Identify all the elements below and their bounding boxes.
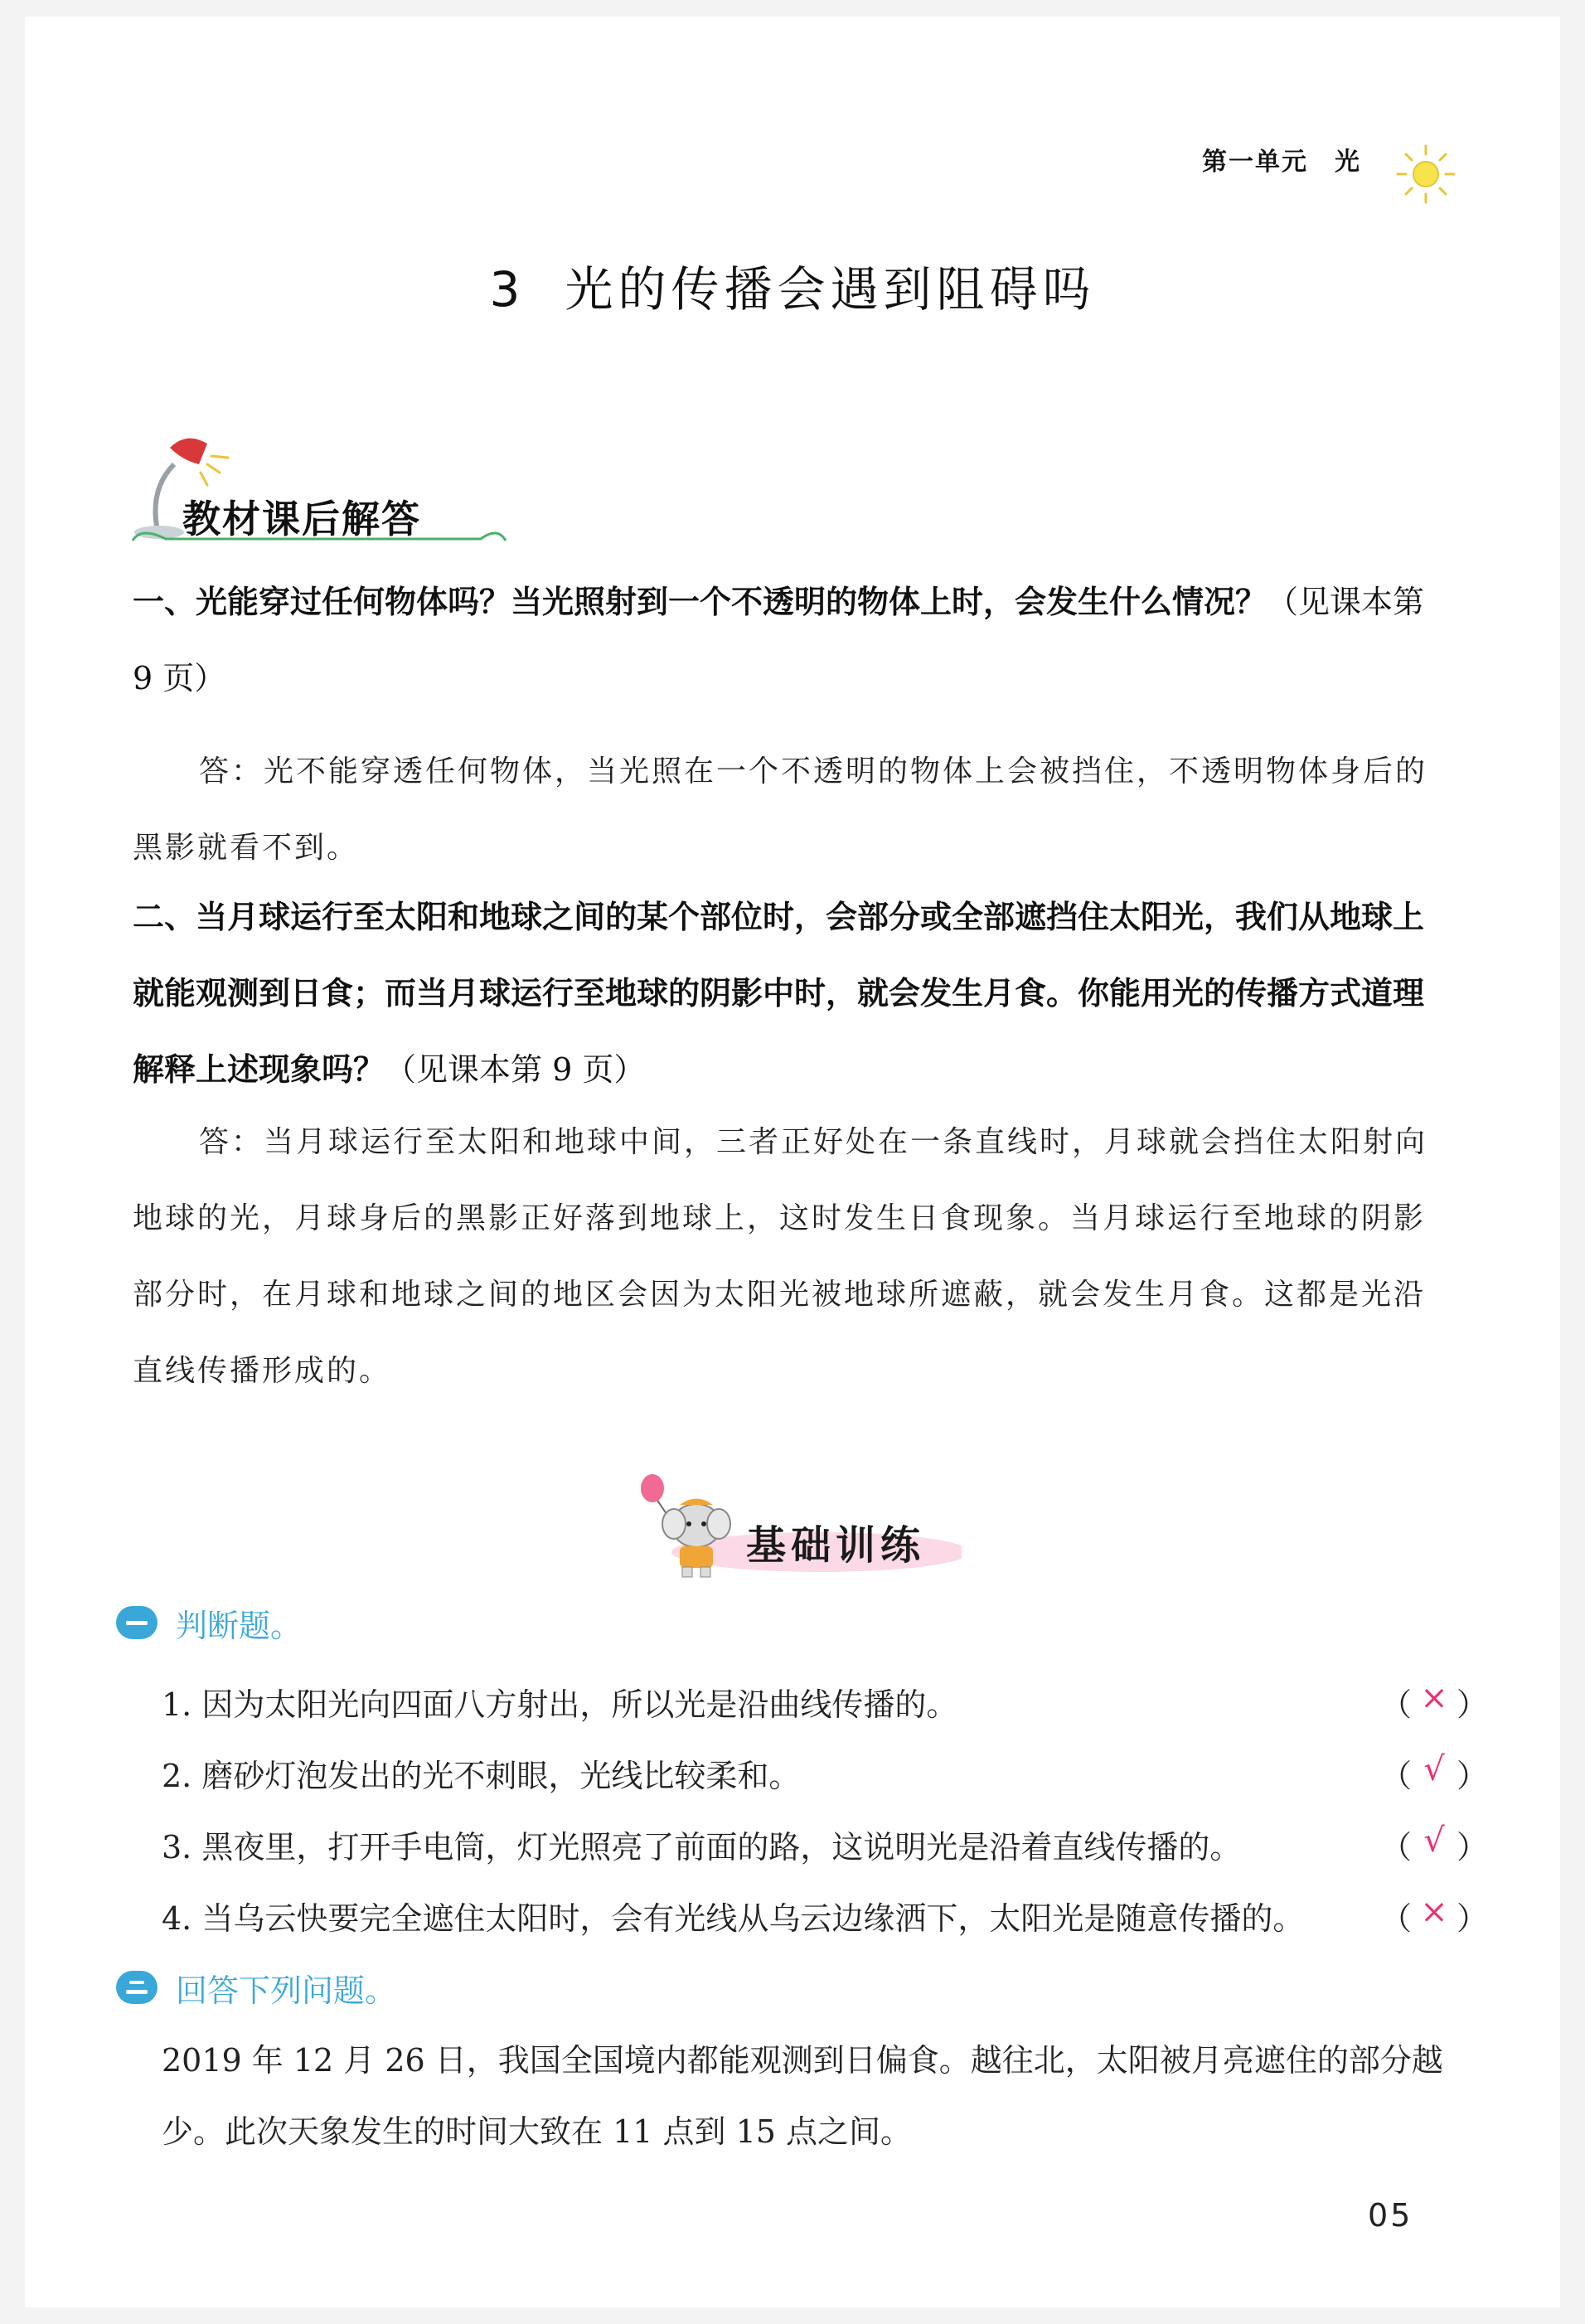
tf-item-4-mark: × [1420,1892,1448,1931]
lesson-number: 3 [489,261,526,318]
tf-item-1-mark: × [1420,1678,1448,1717]
part-1-badge [116,1606,158,1639]
tf-item-3-mark: √ [1423,1821,1445,1860]
question-2-text: 二、当月球运行至太阳和地球之间的某个部位时，会部分或全部遮挡住太阳光，我们从地球上就能观测到日食；而当月球运行至地球的阴影中时，就会发生月食。你能用光的传播方式道理解释上述现象吗？ [133,899,1425,1088]
part-2-badge [116,1971,158,2004]
tf-item-3-text: 3. 黑夜里，打开手电筒，灯光照亮了前面的路，这说明光是沿着直线传播的。 [162,1828,1242,1866]
workbook-page [25,17,1560,2307]
tf-item-4-text: 4. 当乌云快要完全遮住太阳时，会有光线从乌云边缘洒下，太阳光是随意传播的。 [162,1899,1305,1937]
lesson-title-text: 光的传播会遇到阻碍吗 [565,261,1096,318]
tf-item-4-answer: （ × ） [1380,1892,1488,1937]
tf-item-3 [162,1815,1488,1873]
question-2 [133,879,1451,1108]
page-number: 05 [1368,2197,1413,2234]
part-2-heading [116,1967,396,2008]
tf-item-1-text: 1. 因为太阳光向四面八方射出，所以光是沿曲线传播的。 [162,1686,958,1723]
tf-item-2-mark: √ [1423,1749,1445,1788]
answer-1: 答：光不能穿透任何物体，当光照在一个不透明的物体上会被挡住，不透明物体身后的黑影就看不到。 [133,754,1428,865]
question-1 [133,564,1451,716]
part-1-heading [116,1602,302,1643]
lesson-title [25,250,1560,320]
tf-item-4 [162,1886,1488,1944]
answer-2: 答：当月球运行至太阳和地球中间，三者正好处在一条直线时，月球就会挡住太阳射向地球的光，月球身后的黑影正好落到地球上，这时发生日食现象。当月球运行至地球的阴影部分时，在月球和地球之间的地区会因为太阳光被地球所遮蔽，就会发生月食。这都是光沿直线传播形成的。 [133,1125,1428,1388]
question-1-source: （见课本第 9 页） [133,584,1425,696]
section-title-textbook-answers: 教材课后解答 [182,497,421,541]
tf-item-1-answer: （ × ） [1380,1678,1488,1723]
section-title-basic-training: 基础训练 [746,1522,926,1569]
part-2-paragraph: 2019 年 12 月 26 日，我国全国境内都能观测到日偏食。越往北，太阳被月亮遮住的部分越少。此次天象发生的时间大致在 11 点到 15 点之间。 [162,2042,1443,2150]
tf-item-2-answer: （ √ ） [1380,1749,1488,1794]
unit-header: 第一单元 光 [1202,148,1361,177]
tf-item-3-answer: （ √ ） [1380,1821,1488,1866]
question-2-source: （见课本第 9 页） [385,1051,646,1088]
tf-item-2 [162,1744,1488,1802]
tf-item-1 [162,1672,1488,1730]
part-1-label: 判断题。 [176,1607,303,1644]
sun-icon [1393,141,1459,207]
part-2-label: 回答下列问题。 [176,1972,397,2009]
tf-item-2-text: 2. 磨砂灯泡发出的光不刺眼，光线比较柔和。 [162,1757,801,1794]
question-1-text: 一、光能穿过任何物体吗？当光照射到一个不透明的物体上时，会发生什么情况？ [133,584,1268,620]
elephant-balloon-icon [634,1468,742,1584]
